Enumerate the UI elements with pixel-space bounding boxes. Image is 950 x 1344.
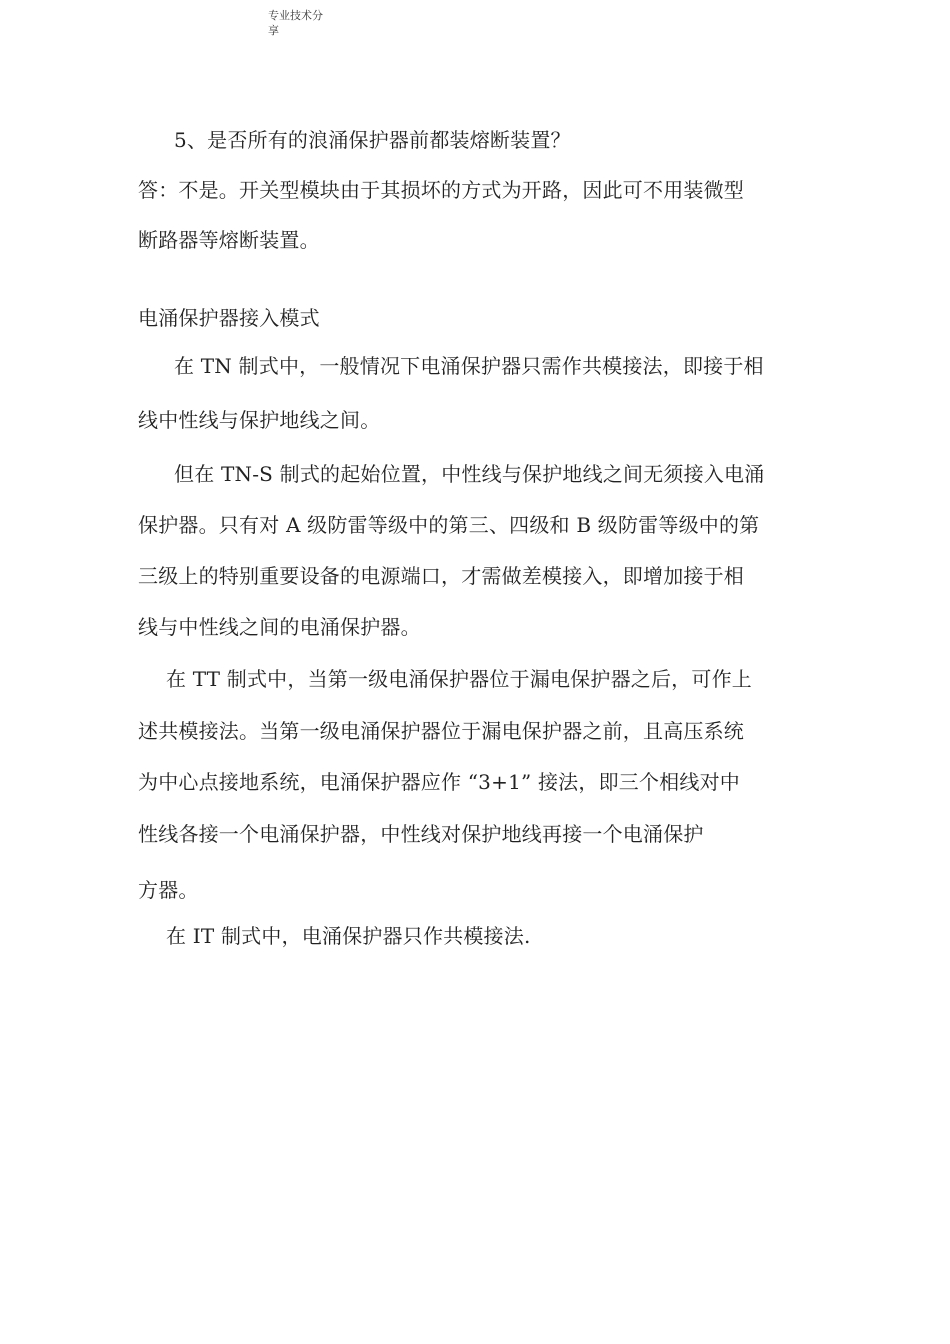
header-text-line1: 专业技术分	[268, 9, 323, 22]
paragraph-line: 述共模接法。当第一级电涌保护器位于漏电保护器之前，且高压系统	[138, 719, 744, 743]
paragraph-line: 但在 TN-S 制式的起始位置，中性线与保护地线之间无须接入电涌	[174, 462, 765, 486]
paragraph-line: 保护器。只有对 A 级防雷等级中的第三、四级和 B 级防雷等级中的第	[138, 513, 760, 537]
paragraph-line: 为中心点接地系统，电涌保护器应作 “3+1” 接法，即三个相线对中	[138, 770, 740, 794]
paragraph-line: 在 IT 制式中，电涌保护器只作共模接法.	[166, 924, 531, 948]
header-text-line2: 享	[268, 24, 279, 37]
paragraph-line: 线与中性线之间的电涌保护器。	[138, 615, 421, 639]
answer-line: 答：不是。开关型模块由于其损坏的方式为开路，因此可不用装微型	[138, 178, 744, 202]
paragraph-line: 在 TN 制式中，一般情况下电涌保护器只需作共模接法，即接于相	[174, 354, 764, 378]
paragraph-line: 性线各接一个电涌保护器，中性线对保护地线再接一个电涌保护	[138, 822, 704, 846]
paragraph-line: 方器。	[138, 878, 199, 902]
paragraph-line: 三级上的特别重要设备的电源端口，才需做差模接入，即增加接于相	[138, 564, 744, 588]
answer-line: 断路器等熔断装置。	[138, 228, 320, 252]
paragraph-line: 线中性线与保护地线之间。	[138, 408, 381, 432]
question-heading: 5、是否所有的浪涌保护器前都装熔断装置？	[174, 128, 571, 152]
paragraph-line: 在 TT 制式中，当第一级电涌保护器位于漏电保护器之后，可作上	[166, 667, 752, 691]
page-header	[268, 8, 348, 38]
section-title: 电涌保护器接入模式	[138, 306, 320, 330]
